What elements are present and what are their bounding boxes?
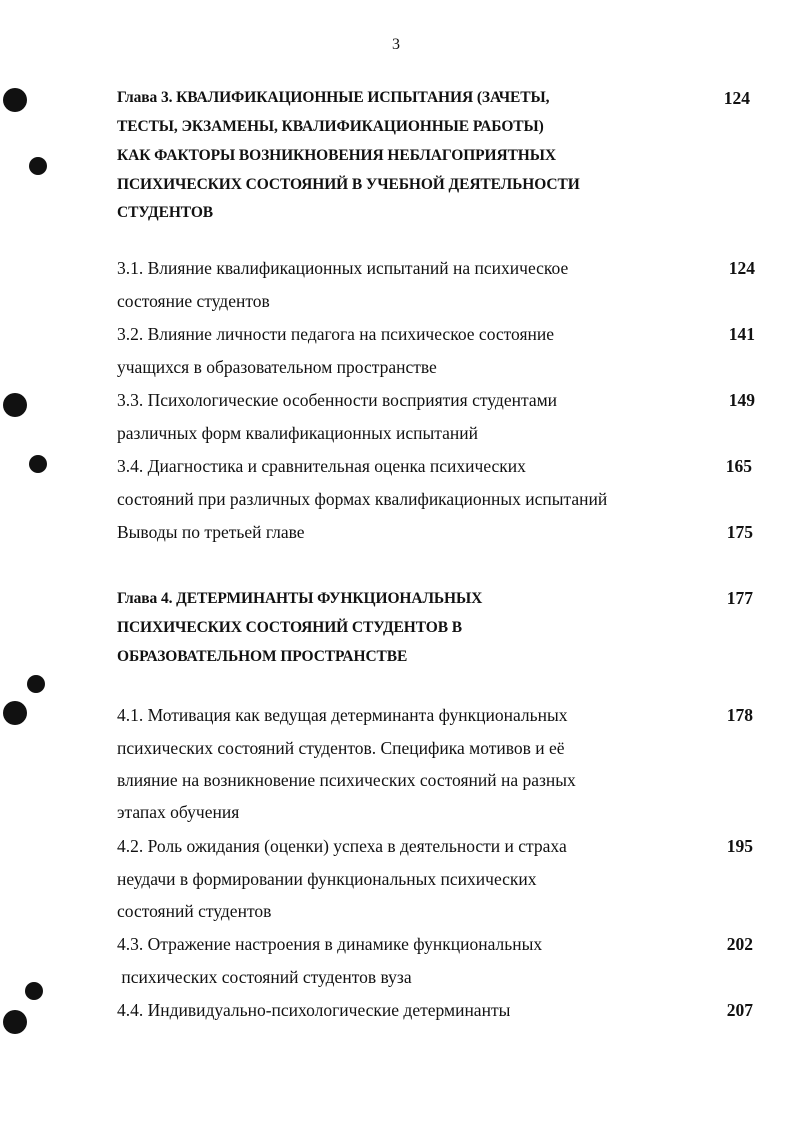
binder-hole [27, 675, 45, 693]
toc-entry-page: 149 [728, 390, 755, 410]
chapter-4-page: 177 [726, 588, 753, 608]
toc-entry-line: влияние на возникновение психических состояний на разных [117, 770, 576, 790]
toc-entry-line: различных форм квалификационных испытаний [117, 423, 478, 443]
binder-hole [3, 1010, 27, 1034]
page-number: 3 [392, 36, 400, 53]
toc-entry-line: неудачи в формировании функциональных психических [117, 869, 537, 889]
toc-entry-page: 178 [726, 705, 753, 725]
chapter-4-line: Глава 4. ДЕТЕРМИНАНТЫ ФУНКЦИОНАЛЬНЫХ [117, 590, 483, 607]
chapter-3-line: Глава 3. КВАЛИФИКАЦИОННЫЕ ИСПЫТАНИЯ (ЗАЧЕТЫ, [117, 89, 550, 106]
toc-entry-line: психических состояний студентов. Специфика мотивов и её [117, 738, 565, 758]
toc-entry-page: 141 [728, 324, 755, 344]
toc-entry-page: 202 [726, 934, 753, 954]
binder-hole [29, 157, 47, 175]
toc-entry-line: 4.2. Роль ожидания (оценки) успеха в деятельности и страха [117, 836, 567, 856]
toc-entry-line: 3.2. Влияние личности педагога на психическое состояние [117, 324, 555, 344]
chapter-3-line: ПСИХИЧЕСКИХ СОСТОЯНИЙ В УЧЕБНОЙ ДЕЯТЕЛЬНОСТИ [117, 176, 580, 193]
chapter-3-line: ТЕСТЫ, ЭКЗАМЕНЫ, КВАЛИФИКАЦИОННЫЕ РАБОТЫ) [117, 118, 544, 135]
binder-hole [3, 88, 27, 112]
binder-hole [25, 982, 43, 1000]
toc-entry-line: 4.4. Индивидуально-психологические детерминанты [117, 1000, 511, 1020]
toc-entry-line: 3.1. Влияние квалификационных испытаний на психическое [117, 258, 569, 278]
toc-entry-page: 165 [725, 456, 752, 476]
toc-entry-line: психических состояний студентов вуза [117, 967, 412, 987]
toc-entry-page: 124 [728, 258, 755, 278]
toc-entry-line: учащихся в образовательном пространстве [117, 357, 437, 377]
chapter-4-line: ОБРАЗОВАТЕЛЬНОМ ПРОСТРАНСТВЕ [117, 648, 408, 665]
toc-entry-line: 3.3. Психологические особенности восприятия студентами [117, 390, 558, 410]
chapter-4-line: ПСИХИЧЕСКИХ СОСТОЯНИЙ СТУДЕНТОВ В [117, 619, 462, 636]
chapter-3-line: СТУДЕНТОВ [117, 204, 214, 221]
chapter-3-page: 124 [723, 88, 750, 108]
toc-entry-line: состояний студентов [117, 901, 272, 921]
toc-entry-page: 175 [726, 522, 753, 542]
binder-hole [3, 701, 27, 725]
toc-entry-page: 195 [726, 836, 753, 856]
toc-entry-line: состояние студентов [117, 291, 270, 311]
toc-entry-page: 207 [726, 1000, 753, 1020]
toc-entry-line: этапах обучения [117, 802, 240, 822]
toc-entry-line: Выводы по третьей главе [117, 522, 305, 542]
toc-entry-line: 4.1. Мотивация как ведущая детерминанта функциональных [117, 705, 568, 725]
toc-entry-line: 4.3. Отражение настроения в динамике функциональных [117, 934, 543, 954]
toc-entry-line: 3.4. Диагностика и сравнительная оценка психических [117, 456, 526, 476]
binder-hole [3, 393, 27, 417]
toc-entry-line: состояний при различных формах квалификационных испытаний [117, 489, 608, 509]
binder-hole [29, 455, 47, 473]
chapter-3-line: КАК ФАКТОРЫ ВОЗНИКНОВЕНИЯ НЕБЛАГОПРИЯТНЫХ [117, 147, 556, 164]
